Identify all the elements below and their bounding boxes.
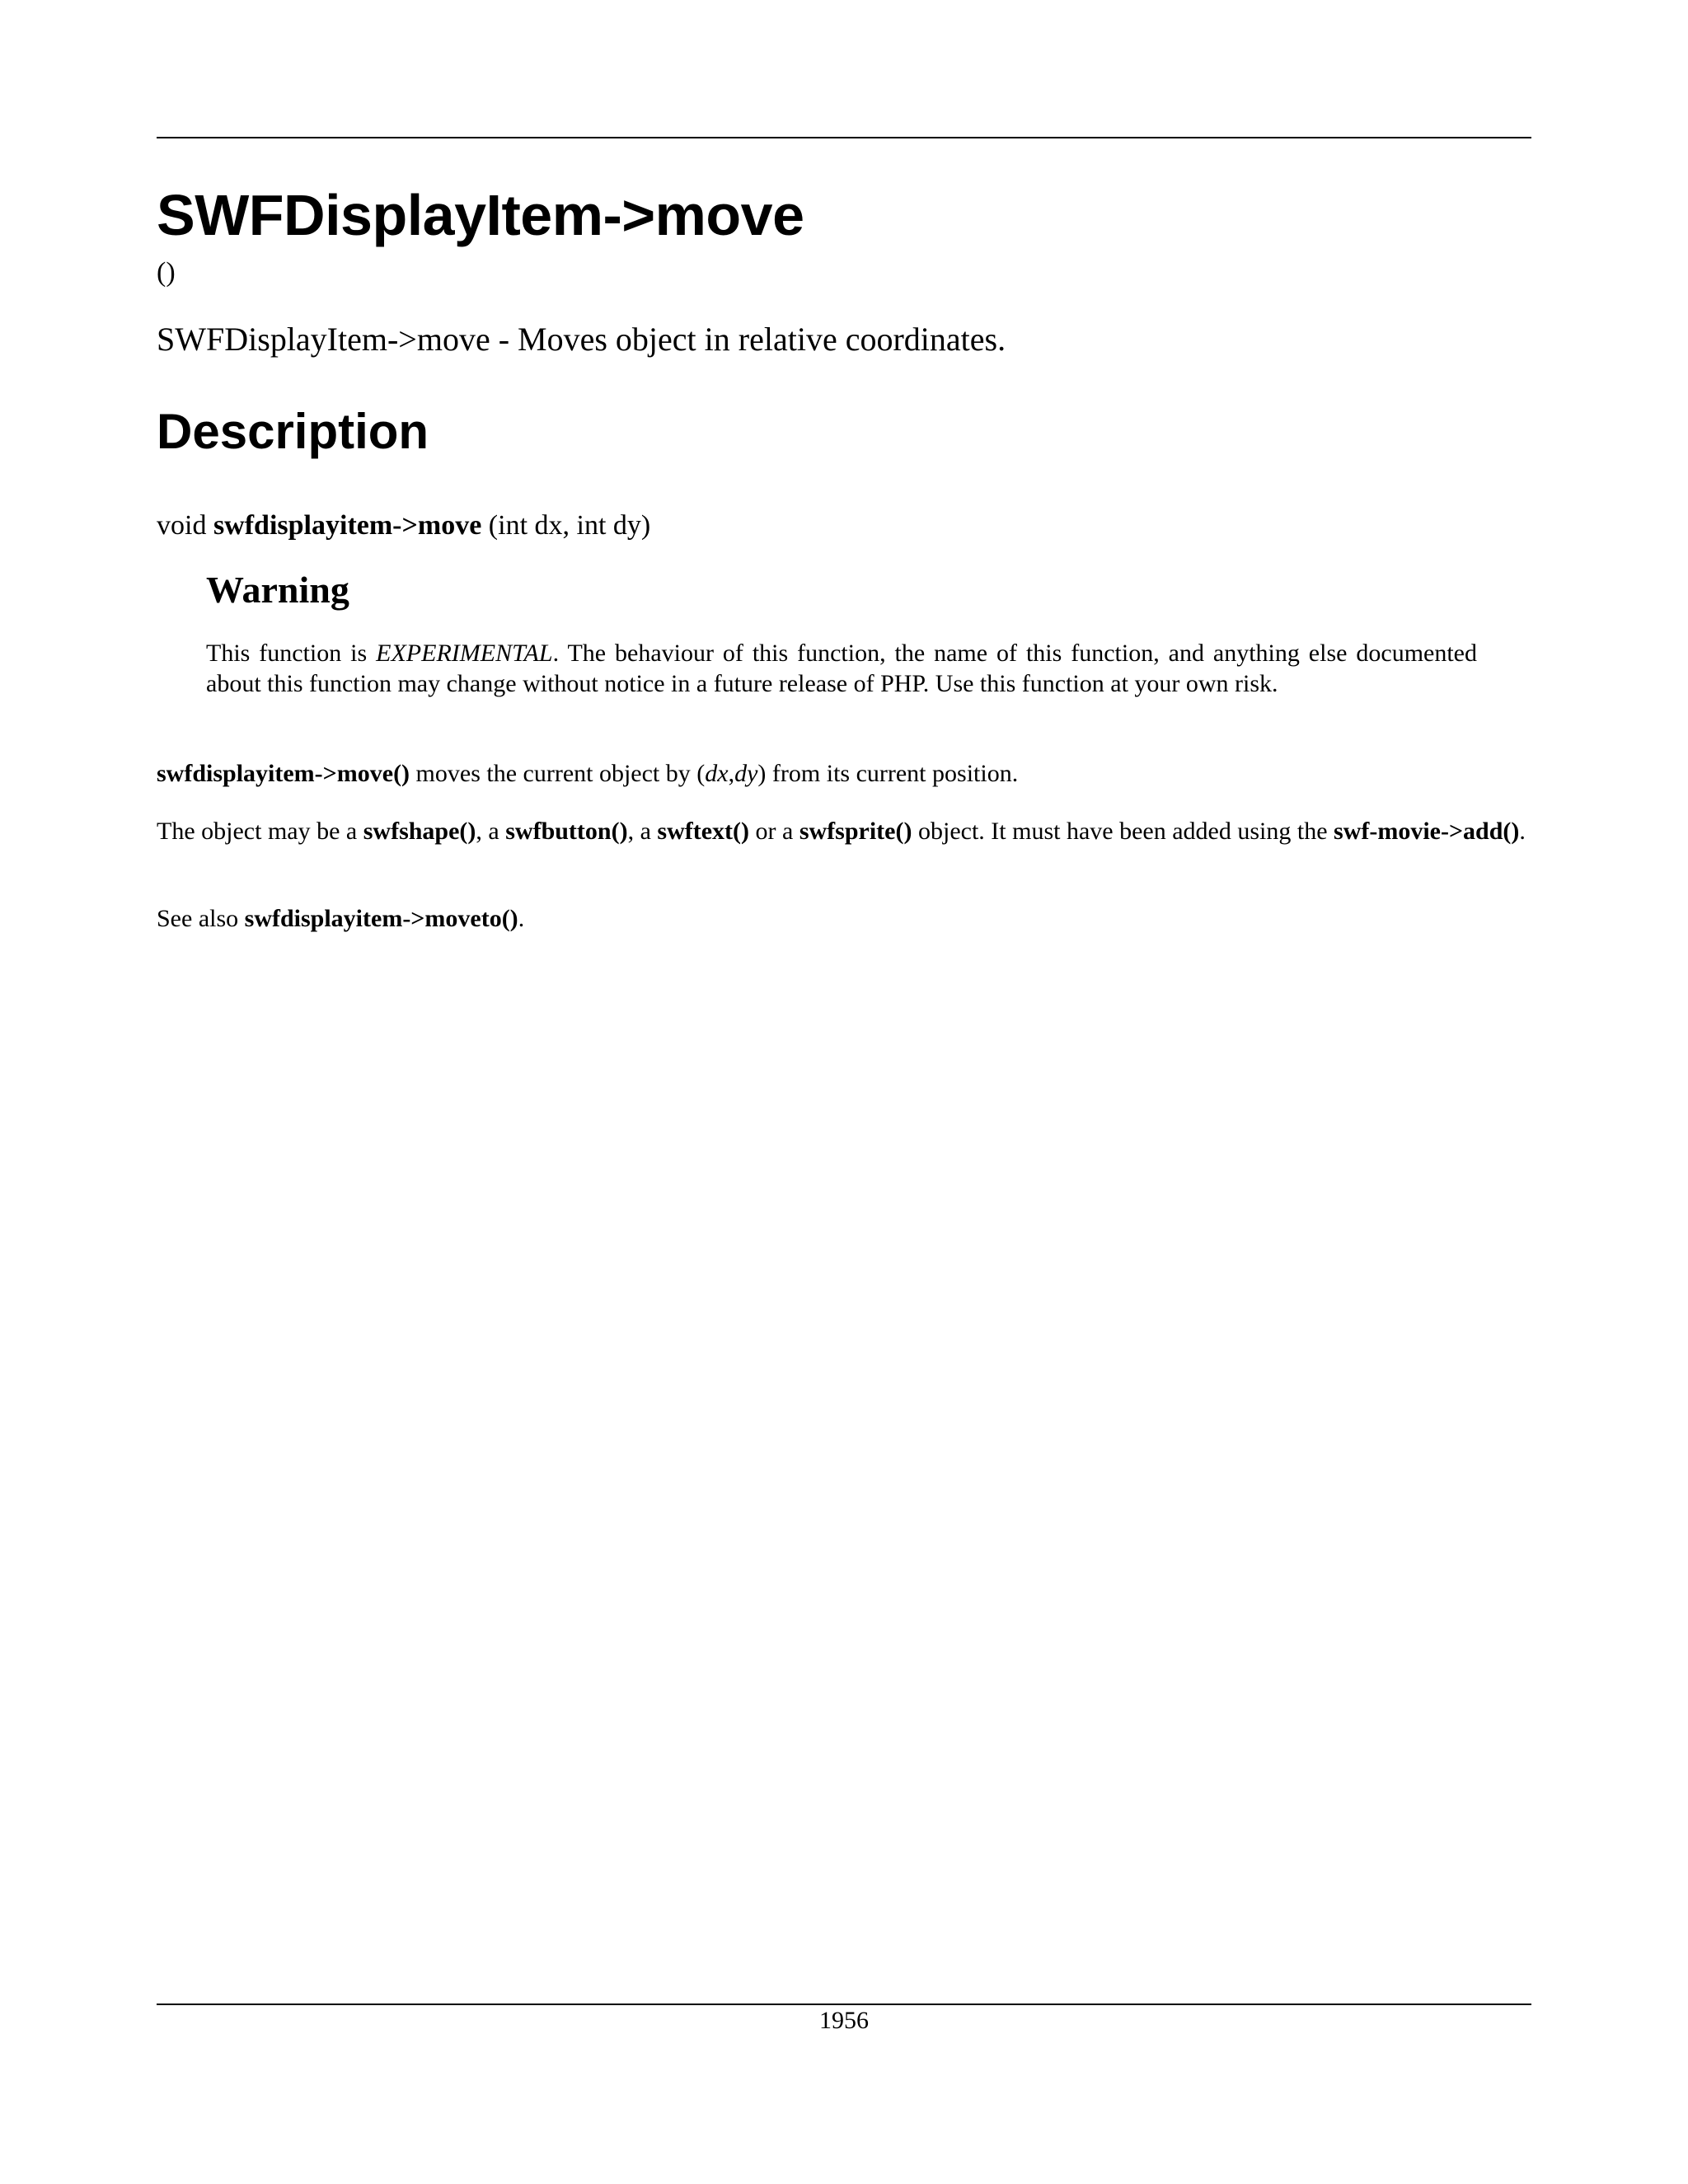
function-ref: swfshape()	[363, 818, 476, 845]
warning-emphasis: EXPERIMENTAL	[376, 640, 553, 667]
function-ref: swf-movie->add()	[1334, 818, 1520, 845]
return-type: void	[157, 510, 207, 541]
header-rule	[157, 137, 1531, 138]
function-ref: swfdisplayitem->moveto()	[244, 905, 518, 932]
para-text: .	[1519, 818, 1526, 845]
para-text: See also	[157, 905, 245, 932]
para-text: , a	[627, 818, 658, 845]
param-ref: dx	[705, 760, 729, 787]
function-ref: swfbutton()	[505, 818, 628, 845]
para-text: .	[518, 905, 525, 932]
warning-text-after: . The behaviour of this function, the name of this function, and anything else documented about this function may change without notice in a future release of PHP. Use this function at your own risk.	[206, 640, 1477, 697]
warning-text-before: This function is	[206, 640, 368, 667]
para-text: ,	[728, 760, 735, 787]
refpurpose: SWFDisplayItem->move - Moves object in relative coordinates.	[157, 321, 1006, 358]
paragraph-object-types	[157, 816, 1531, 846]
para-text: object. It must have been added using the	[912, 818, 1334, 845]
para-text: or a	[749, 818, 799, 845]
function-name: swfdisplayitem->move	[213, 510, 482, 541]
section-heading-description: Description	[157, 404, 429, 459]
page-title: SWFDisplayItem->move	[157, 183, 804, 247]
para-text: ) from its current position.	[757, 760, 1019, 787]
refname-parens: ()	[157, 257, 176, 288]
para-text: The object may be a	[157, 818, 363, 845]
function-params: (int dx, int dy)	[488, 510, 651, 541]
paragraph-see-also	[157, 903, 1531, 934]
function-ref: swfsprite()	[799, 818, 912, 845]
function-synopsis	[157, 509, 650, 543]
function-ref: swfdisplayitem->move()	[157, 760, 410, 787]
warning-title: Warning	[206, 569, 349, 611]
paragraph-move-behaviour	[157, 758, 1531, 789]
para-text: , a	[476, 818, 506, 845]
para-text: moves the current object by (	[410, 760, 706, 787]
page-number: 1956	[819, 2007, 869, 2034]
function-ref: swftext()	[657, 818, 750, 845]
warning-text	[206, 638, 1477, 699]
param-ref: dy	[734, 760, 758, 787]
